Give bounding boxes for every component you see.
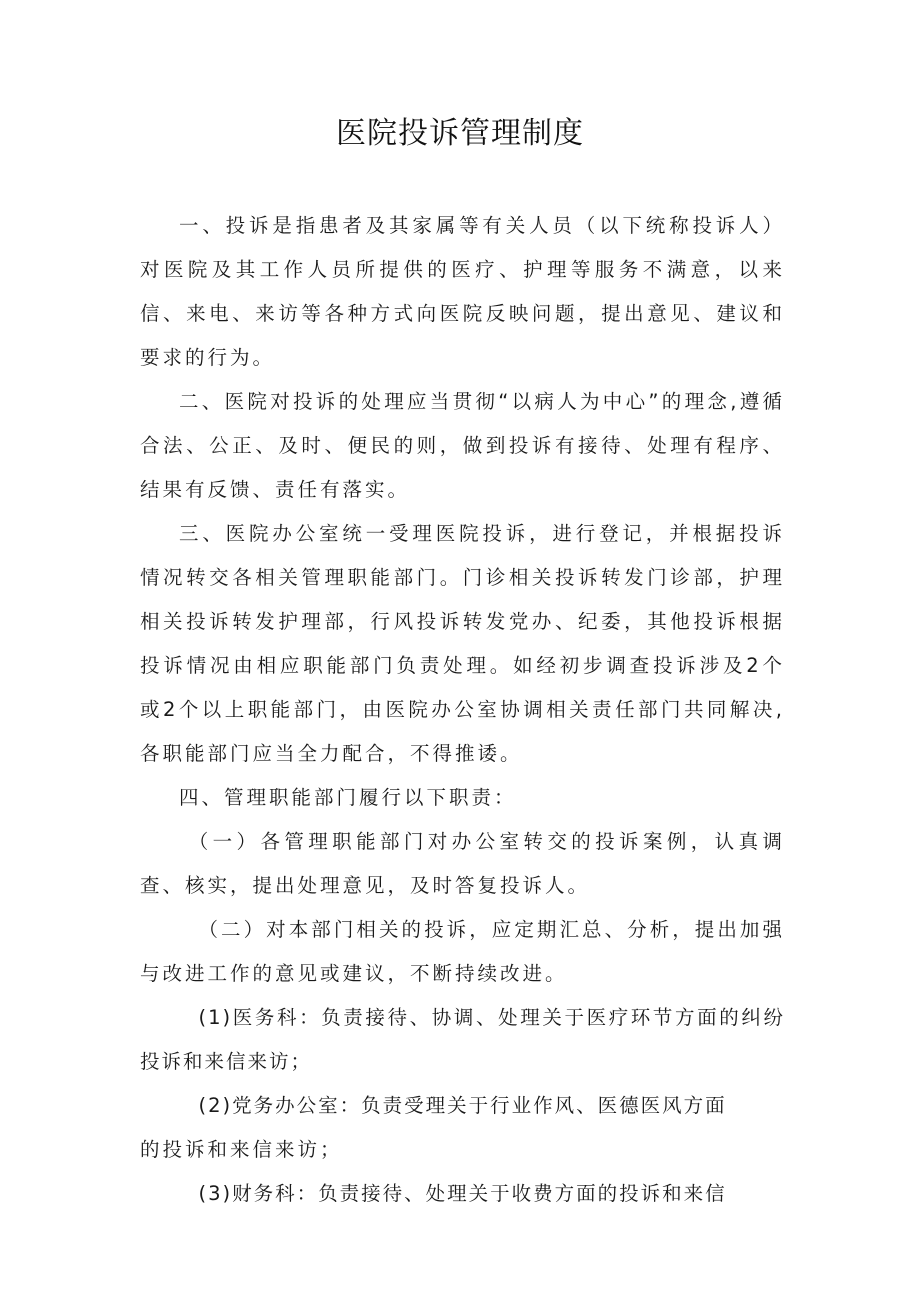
paragraph-8-continuation: 的投诉和来信来访；	[140, 1138, 343, 1161]
paragraph-4: 四、管理职能部门履行以下职责：	[179, 786, 517, 809]
paragraph-3: 三、医院办公室统一受理医院投诉，进行登记，并根据投诉情况转交各相关管理职能部门。门诊相关投诉转发门诊部，护理相关投诉转发护理部，行风投诉转发党办、纪委，其他投诉根据投诉情况由相应职能部门负责处理。如经初步调查投诉涉及2个或2个以上职能部门，由医院办公室协调相关责任部门共同解决,各职能部门应当全力配合，不得推诿。	[140, 522, 785, 765]
document-body	[140, 204, 785, 1216]
paragraph-1: 一、投诉是指患者及其家属等有关人员（以下统称投诉人）对医院及其工作人员所提供的医疗、护理等服务不满意，以来信、来电、来访等各种方式向医院反映问题，提出意见、建议和要求的行为。	[140, 214, 785, 369]
paragraph-5: （一）各管理职能部门对办公室转交的投诉案例，认真调查、核实，提出处理意见，及时答复投诉人。	[140, 830, 785, 897]
document-title: 医院投诉管理制度	[336, 116, 584, 151]
paragraph-9: (3)财务科：负责接待、处理关于收费方面的投诉和来信	[198, 1182, 727, 1205]
paragraph-6: （二）对本部门相关的投诉，应定期汇总、分析，提出加强与改进工作的意见或建议，不断持续改进。	[140, 918, 785, 985]
paragraph-7: (1)医务科：负责接待、协调、处理关于医疗环节方面的纠纷投诉和来信来访；	[140, 1006, 785, 1073]
paragraph-2: 二、医院对投诉的处理应当贯彻“以病人为中心”的理念,遵循合法、公正、及时、便民的则，做到投诉有接待、处理有程序、结果有反馈、责任有落实。	[140, 390, 785, 501]
paragraph-8: (2)党务办公室：负责受理关于行业作风、医德医风方面	[198, 1094, 727, 1117]
